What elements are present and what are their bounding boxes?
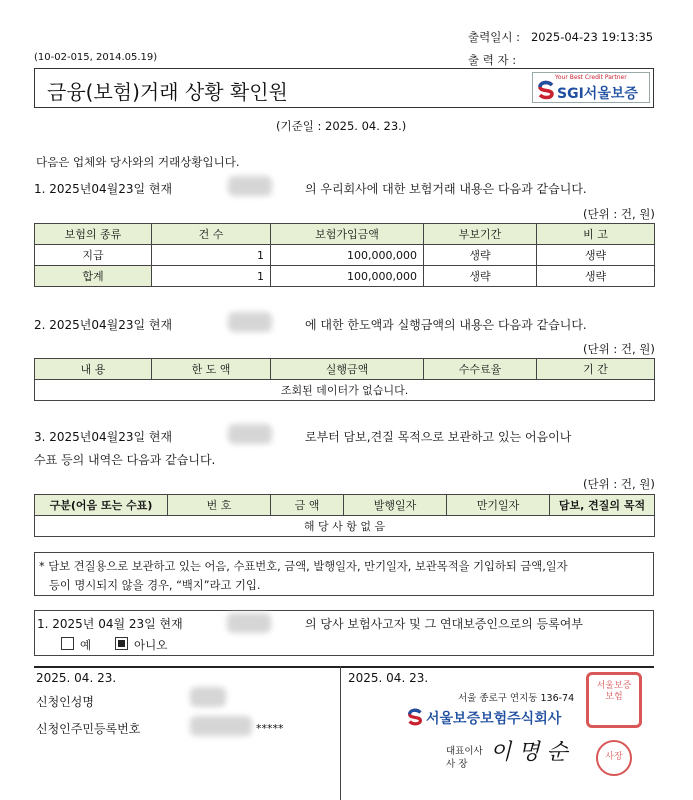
company-seal: 서울보증보험 bbox=[586, 672, 642, 728]
ceo-label: 대표이사 bbox=[446, 746, 483, 757]
redacted-company-2 bbox=[228, 312, 272, 332]
cell-type: 합계 bbox=[35, 266, 152, 287]
redacted-name bbox=[190, 687, 226, 707]
empty-message: 조회된 데이터가 없습니다. bbox=[35, 380, 655, 401]
col-count: 건 수 bbox=[152, 224, 271, 245]
col-term: 기 간 bbox=[537, 359, 655, 380]
cell-amount: 100,000,000 bbox=[271, 266, 424, 287]
col-kind: 구분(어음 또는 수표) bbox=[35, 495, 168, 516]
table-header-row bbox=[35, 224, 655, 245]
col-purpose: 담보, 견질의 목적 bbox=[550, 495, 655, 516]
col-issue-date: 발행일자 bbox=[344, 495, 447, 516]
redacted-company-4 bbox=[227, 613, 271, 633]
unit-label-2: (단위 : 건, 원) bbox=[583, 342, 655, 356]
unit-label-3: (단위 : 건, 원) bbox=[583, 477, 655, 491]
page-title: 금융(보험)거래 상황 확인원 bbox=[47, 80, 288, 104]
section3-line2: 수표 등의 내역은 다음과 같습니다. bbox=[34, 453, 216, 467]
table-total-row bbox=[35, 266, 655, 287]
company-name: 서울보증보험주식회사 bbox=[426, 711, 562, 727]
company-logo-icon bbox=[406, 708, 424, 726]
ceo-label-2: 사 장 bbox=[446, 759, 468, 770]
registration-box bbox=[34, 610, 654, 656]
unit-label-1: (단위 : 건, 원) bbox=[583, 207, 655, 221]
section1-heading: 1. 2025년04월23일 현재 bbox=[34, 182, 173, 196]
section2-suffix: 에 대한 한도액과 실행금액의 내용은 다음과 같습니다. bbox=[305, 318, 587, 332]
redacted-id bbox=[190, 716, 252, 736]
col-remarks: 비 고 bbox=[537, 224, 655, 245]
base-date: (기준일 : 2025. 04. 23.) bbox=[276, 119, 407, 133]
empty-message: 해 당 사 항 없 음 bbox=[35, 516, 655, 537]
logo-brand: SGI서울보증 bbox=[557, 86, 638, 102]
no-checkbox bbox=[115, 637, 128, 650]
col-content: 내 용 bbox=[35, 359, 152, 380]
footer-divider bbox=[340, 666, 341, 800]
company-logo bbox=[532, 72, 650, 103]
logo-s-icon bbox=[536, 80, 556, 100]
notes-table bbox=[34, 494, 655, 537]
table-row bbox=[35, 516, 655, 537]
id-mask: ***** bbox=[256, 722, 284, 735]
table-row bbox=[35, 245, 655, 266]
footer-top-rule bbox=[34, 666, 654, 668]
form-code: (10-02-015, 2014.05.19) bbox=[34, 52, 158, 63]
applicant-id-label: 신청인주민등록번호 bbox=[36, 722, 141, 736]
limit-table bbox=[34, 358, 655, 401]
no-option: 아니오 bbox=[115, 637, 167, 653]
section4-suffix: 의 당사 보험사고자 및 그 연대보증인으로의 등록여부 bbox=[305, 617, 583, 631]
cell-count: 1 bbox=[152, 266, 271, 287]
insurance-table bbox=[34, 223, 655, 287]
table-header-row bbox=[35, 359, 655, 380]
section4-heading: 1. 2025년 04월 23일 현재 bbox=[37, 617, 183, 631]
ceo-seal: 사장 bbox=[596, 740, 632, 776]
col-limit: 한 도 액 bbox=[152, 359, 271, 380]
section1-suffix: 의 우리회사에 대한 보험거래 내용은 다음과 같습니다. bbox=[305, 182, 587, 196]
cell-remarks: 생략 bbox=[537, 245, 655, 266]
redacted-company-3 bbox=[228, 424, 272, 444]
cell-count: 1 bbox=[152, 245, 271, 266]
logo-tagline: Your Best Credit Partner bbox=[555, 74, 627, 81]
intro-text: 다음은 업체와 당사와의 거래상황입니다. bbox=[36, 155, 240, 169]
note-line-2: 등이 명시되지 않을 경우, “백지”라고 기입. bbox=[49, 579, 261, 592]
cell-type: 지급 bbox=[35, 245, 152, 266]
cell-period: 생략 bbox=[424, 245, 537, 266]
ceo-signature: 이 명 순 bbox=[490, 740, 568, 765]
title-box bbox=[34, 68, 654, 108]
right-date: 2025. 04. 23. bbox=[348, 671, 429, 685]
applicant-name-label: 신청인성명 bbox=[36, 695, 94, 709]
redacted-company-1 bbox=[228, 176, 272, 196]
cell-period: 생략 bbox=[424, 266, 537, 287]
col-number: 번 호 bbox=[168, 495, 271, 516]
cell-amount: 100,000,000 bbox=[271, 245, 424, 266]
section3-heading: 3. 2025년04월23일 현재 bbox=[34, 430, 173, 444]
col-fee-rate: 수수료율 bbox=[424, 359, 537, 380]
left-date: 2025. 04. 23. bbox=[36, 671, 117, 685]
company-address: 서울 종로구 연지동 136-74 bbox=[458, 693, 575, 704]
section2-heading: 2. 2025년04월23일 현재 bbox=[34, 318, 173, 332]
section3-suffix: 로부터 담보,견질 목적으로 보관하고 있는 어음이나 bbox=[305, 430, 572, 444]
table-header-row bbox=[35, 495, 655, 516]
col-amount: 금 액 bbox=[271, 495, 344, 516]
col-insurance-type: 보험의 종류 bbox=[35, 224, 152, 245]
printer-label: 출 력 자 : bbox=[468, 53, 517, 67]
yes-checkbox bbox=[61, 637, 74, 650]
cell-remarks: 생략 bbox=[537, 266, 655, 287]
col-due-date: 만기일자 bbox=[447, 495, 550, 516]
col-executed: 실행금액 bbox=[271, 359, 424, 380]
col-amount: 보험가입금액 bbox=[271, 224, 424, 245]
col-period: 부보기간 bbox=[424, 224, 537, 245]
note-line-1: * 담보 견질용으로 보관하고 있는 어음, 수표번호, 금액, 발행일자, 만기일자, 보관목적을 기입하되 금액,일자 bbox=[39, 560, 568, 573]
yes-option: 예 bbox=[61, 637, 91, 653]
print-datetime: 출력일시 : 2025-04-23 19:13:35 bbox=[468, 30, 654, 44]
table-row bbox=[35, 380, 655, 401]
note-box bbox=[34, 552, 654, 596]
